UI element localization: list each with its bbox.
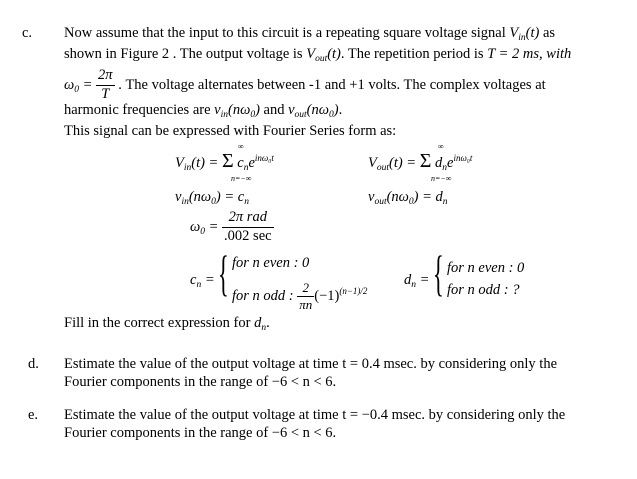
item-c-label: c. bbox=[22, 25, 33, 41]
omega0-value-equation: $\omega_0$ = $\frac{\text{2π rad}}{.002 \sec}$ bbox=[190, 209, 272, 244]
item-c-line-2-mid: . The repetition period is bbox=[340, 46, 484, 62]
omega0-denominator: T bbox=[101, 85, 110, 102]
vout-sum-lower: n=−∞ bbox=[431, 174, 452, 183]
item-d-line-1: Estimate the value of the output voltage at time t = 0.4 msec. by considering only the bbox=[64, 356, 558, 372]
item-e-label: e. bbox=[28, 407, 39, 423]
dn-odd-case: for n odd : ? bbox=[447, 282, 520, 298]
vin-cn-equation: $v_{in}(n\omega_0) = c_n$ bbox=[175, 189, 249, 207]
item-d-line-2: Fourier components in the range of −6 < n < 6. bbox=[64, 374, 337, 390]
cn-odd-denominator: πn bbox=[299, 297, 313, 313]
vout-series-equation: $V_{out}(t) = \Sigma$ $d_ne^{in\omega_0t}$ bbox=[368, 150, 473, 173]
fill-in-text: Fill in the correct expression for bbox=[64, 315, 251, 331]
item-c-line-1-text: Now assume that the input to this circuit is a repeating square voltage signal bbox=[64, 25, 506, 41]
item-c-fill-in: Fill in the correct expression for $d_n$. bbox=[64, 315, 270, 333]
omega0-numerator: 2π bbox=[96, 68, 115, 86]
item-c-line-3 bbox=[64, 68, 546, 103]
cn-odd-sign: (−1) bbox=[314, 288, 340, 305]
item-c-line-1 bbox=[64, 26, 555, 44]
cn-odd-text: for n odd : bbox=[232, 288, 294, 305]
cn-odd-fraction bbox=[297, 281, 314, 313]
vin-series-equation: $V_{in}(t) = \Sigma$ $c_ne^{in\omega_0t}$ bbox=[175, 150, 274, 173]
vout-n-symbol: $v_{out}(n\omega_0)$ bbox=[288, 102, 339, 120]
item-c-line-4-and: and bbox=[263, 102, 285, 118]
dn-symbol: $d_n$ bbox=[254, 315, 267, 333]
omega0-fraction bbox=[96, 68, 115, 103]
dn-label: $d_n$ = bbox=[404, 272, 430, 290]
vin-sum-lower: n=−∞ bbox=[231, 174, 252, 183]
dn-even-case: for n even : 0 bbox=[447, 260, 525, 276]
cn-even-case: for n even : 0 bbox=[232, 255, 310, 271]
vin-sum-upper: ∞ bbox=[238, 142, 244, 151]
dn-brace: { bbox=[433, 245, 444, 301]
item-c-line-3-text: . The voltage alternates between -1 and +1 volts. The complex voltages at bbox=[118, 76, 546, 93]
omega0-symbol: $\omega_0$ = bbox=[64, 76, 93, 95]
period-eq: T = 2 ms, with bbox=[487, 46, 572, 62]
item-e-line-1: Estimate the value of the output voltage at time t = −0.4 msec. by considering only the bbox=[64, 407, 566, 423]
item-d-label: d. bbox=[28, 356, 39, 372]
item-c-line-2 bbox=[64, 47, 571, 65]
item-c-line-5: This signal can be expressed with Fourier Series form as: bbox=[64, 123, 397, 139]
vout-sum-upper: ∞ bbox=[438, 142, 444, 151]
item-c-line-1-tail: as bbox=[542, 25, 556, 41]
vin-t-symbol: $V_{in}(t)$ bbox=[509, 25, 540, 43]
omega0-value-fraction bbox=[222, 210, 274, 245]
item-c-line-4-text: harmonic frequencies are bbox=[64, 102, 211, 118]
item-c-line-4: harmonic frequencies are $v_{in}(n\omega_0)$ and $v_{out}(n\omega_0)$. bbox=[64, 102, 343, 120]
omega0-value-denominator: .002 sec bbox=[224, 227, 272, 244]
vin-n-symbol: $v_{in}(n\omega_0)$ bbox=[214, 102, 260, 120]
vout-t-symbol: $V_{out}(t)$ bbox=[306, 46, 341, 64]
omega0-value-numerator: 2π rad bbox=[222, 210, 274, 228]
cn-brace: { bbox=[218, 245, 229, 301]
vout-dn-equation: $v_{out}(n\omega_0) = d_n$ bbox=[368, 189, 448, 207]
item-e-line-2: Fourier components in the range of −6 < n < 6. bbox=[64, 425, 337, 441]
cn-label: $c_n$ = bbox=[190, 272, 215, 290]
cn-odd-numerator: 2 bbox=[297, 281, 314, 297]
cn-odd-exponent: (n−1)/2 bbox=[339, 286, 368, 297]
item-c-line-2-text: shown in Figure 2 . The output voltage is bbox=[64, 46, 303, 62]
cn-odd-case bbox=[232, 281, 367, 313]
